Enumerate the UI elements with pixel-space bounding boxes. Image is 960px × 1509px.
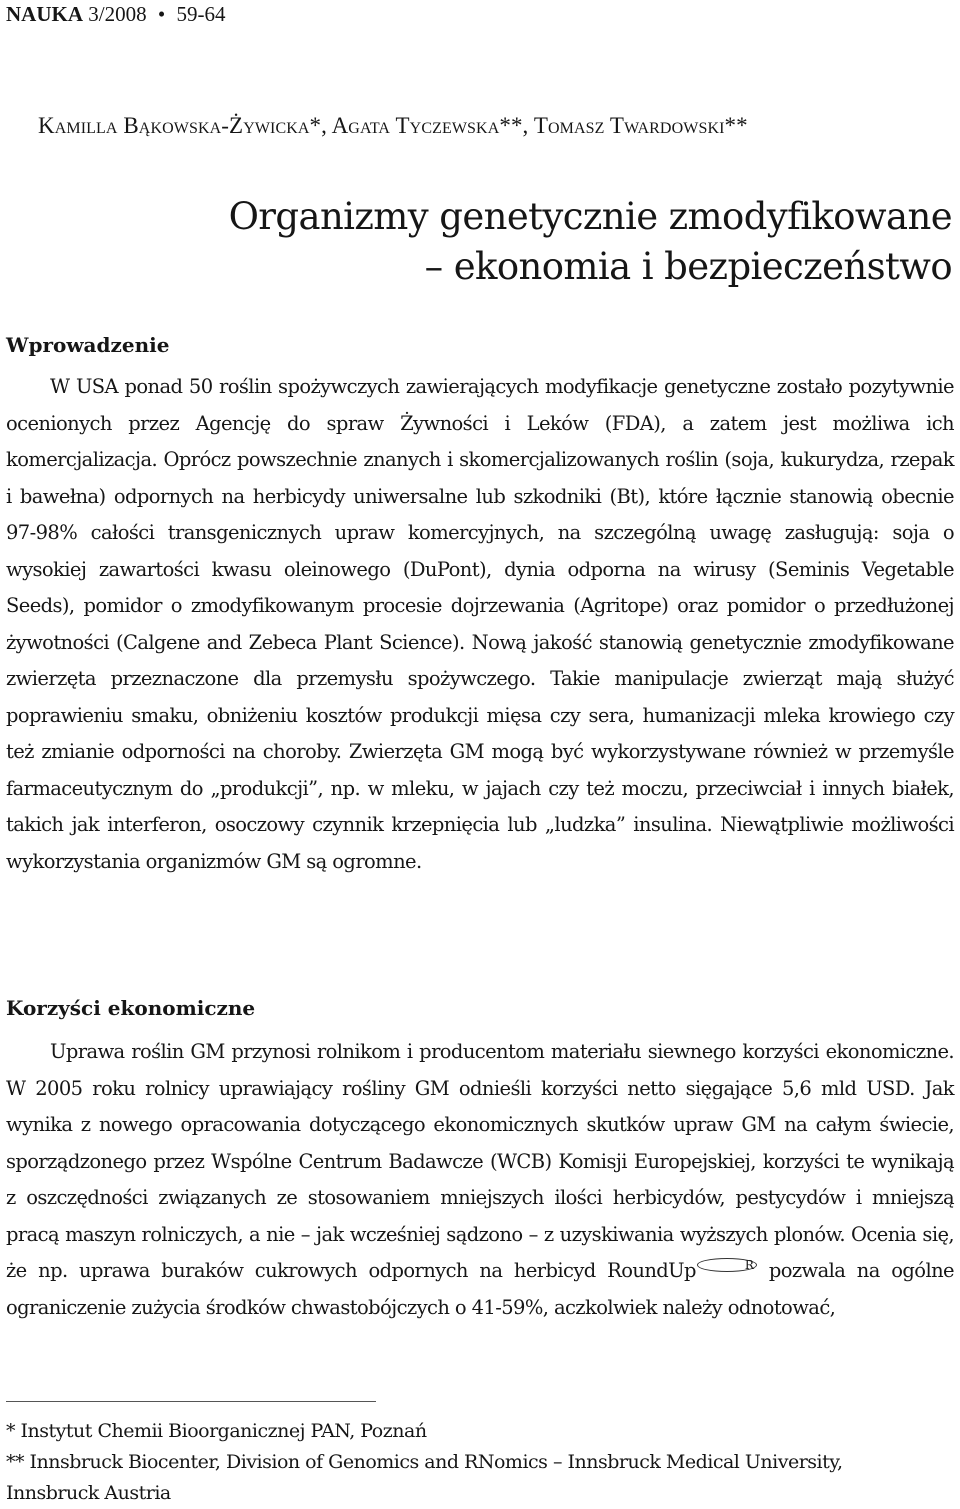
page-range: 59-64 <box>176 2 226 26</box>
title-line-2: – ekonomia i bezpieczeństwo <box>424 245 952 288</box>
header-bullet: • <box>157 2 166 26</box>
footnotes <box>6 1416 954 1509</box>
paragraph-text-before: Uprawa roślin GM przynosi rolnikom i producentom materiału siewnego korzyści ekonomiczne. W 2005 roku rolnicy uprawiający rośliny GM odnieśli korzyści netto sięgające 5,6 mld USD. Jak wynika z nowego opracowania dotyczącego ekonomicznych skutków upraw GM na całym świecie, sporządzonego przez Wspólne Centrum Badawcze (WCB) Komisji Europejskiej, korzyści te wynikają z oszczędności związanych ze stosowaniem mniejszych ilości herbicydów, pestycydów i mniejszą pracą maszyn rolniczych, a nie – jak wcześniej sądzono – z uzyskiwania wyższych plonów. Ocenia się, że np. uprawa buraków cukrowych odpornych na herbicyd RoundUp <box>6 1040 954 1282</box>
economic-benefits-paragraph <box>6 1034 954 1326</box>
article-title <box>229 192 952 292</box>
registered-trademark-symbol: R <box>697 1258 757 1272</box>
footnote-divider <box>6 1401 376 1402</box>
footnote-2-continuation: Innsbruck Austria <box>6 1482 171 1504</box>
paragraph-text-after: pozwala na ogólne ograniczenie zużycia środków chwastobójczych o 41-59%, aczkolwiek należy odnotować, <box>6 1259 954 1319</box>
section-heading-economic-benefits: Korzyści ekonomiczne <box>6 996 256 1020</box>
introduction-paragraph: W USA ponad 50 roślin spożywczych zawierających modyfikacje genetyczne zostało pozytywnie ocenionych przez Agencję do spraw Żywności i Leków (FDA), a zatem jest możliwa ich komercjalizacja. Oprócz powszechnie znanych i skomercjalizowanych roślin (soja, kukurydza, rzepak i bawełna) odpornych na herbicydy uniwersalne lub szkodniki (Bt), które łącznie stanowią obecnie 97-98% całości transgenicznych upraw komercyjnych, na szczególną uwagę zasługują: soja o wysokiej zawartości kwasu oleinowego (DuPont), dynia odporna na wirusy (Seminis Vegetable Seeds), pomidor o zmodyfikowanym procesie dojrzewania (Agritope) oraz pomidor o przedłużonej żywotności (Calgene and Zebeca Plant Science). Nową jakość stanowią genetycznie zmodyfikowane zwierzęta przeznaczone dla przemysłu spożywczego. Takie manipulacje zwierząt mają służyć poprawieniu smaku, obniżeniu kosztów produkcji mięsa czy sera, humanizacji mleka krowiego czy też zmianie odporności na choroby. Zwierzęta GM mogą być wykorzystywane również w przemyśle farmaceutycznym do „produkcji”, np. w mleku, w jajach czy też moczu, przeciwciał i innych białek, takich jak interferon, osoczowy czynnik krzepnięcia lub „ludzka” insulina. Niewątpliwie możliwości wykorzystania organizmów GM są ogromne. <box>6 375 954 873</box>
issue-number: 3/2008 <box>88 2 147 26</box>
footnote-1: * Instytut Chemii Bioorganicznej PAN, Poznań <box>6 1420 427 1442</box>
running-header <box>6 2 225 27</box>
footnote-2: ** Innsbruck Biocenter, Division of Genomics and RNomics – Innsbruck Medical University, <box>6 1451 843 1473</box>
author-list: Kamilla Bąkowska-Żywicka*, Agata Tyczewska**, Tomasz Twardowski** <box>38 113 748 138</box>
journal-name: NAUKA <box>6 2 83 26</box>
title-line-1: Organizmy genetycznie zmodyfikowane <box>228 195 952 238</box>
section-heading-introduction: Wprowadzenie <box>6 333 170 357</box>
